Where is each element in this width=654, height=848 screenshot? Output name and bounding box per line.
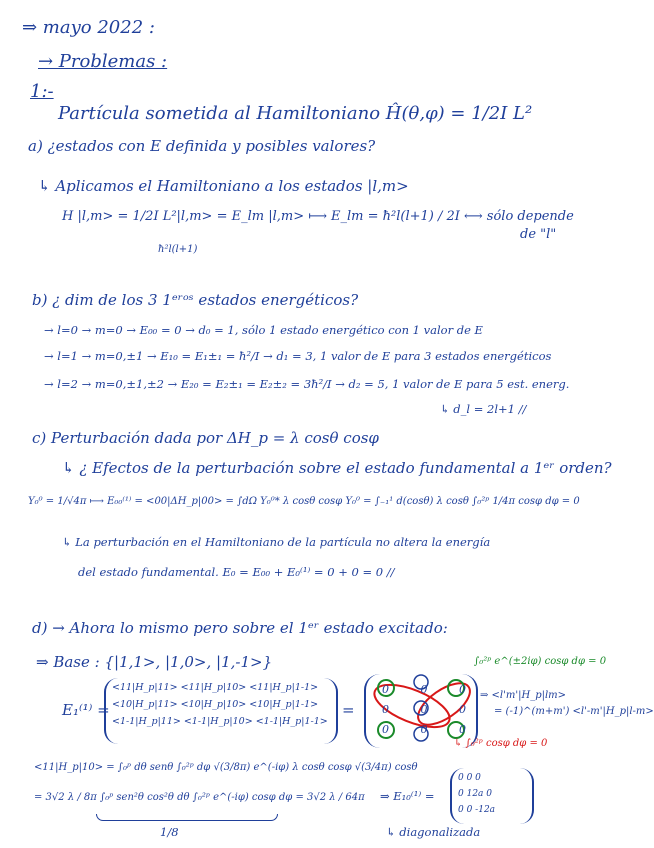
problem-title: Partícula sometida al Hamiltoniano Ĥ(θ,φ) = 1/2I L² xyxy=(58,103,533,124)
part-c-question: c) Perturbación dada por ΔH_p = λ cosθ cosφ xyxy=(32,429,379,447)
zero-matrix-row-3: 0 0 0 xyxy=(382,723,480,736)
part-b-result: ↳ d_l = 2l+1 // xyxy=(440,402,527,416)
problem-number: 1:- xyxy=(30,81,54,102)
part-a-question: a) ¿estados con E definida y posibles valores? xyxy=(28,137,376,155)
part-b-line-3: → l=2 → m=0,±1,±2 → E₂₀ = E₂±₁ = E₂±₂ = 3ħ²/I → d₂ = 5, 1 valor de E para 5 est. energ. xyxy=(44,377,570,391)
result-matrix-row-2: 0 12a 0 xyxy=(458,789,492,799)
zero-matrix-row-2: 0 0 0 xyxy=(382,703,480,716)
matrix-equals: = xyxy=(342,701,355,719)
result-label: ⇒ E₁₀⁽¹⁾ = xyxy=(380,789,435,803)
result-matrix-row-1: 0 0 0 xyxy=(458,773,481,783)
result-matrix-row-3: 0 0 -12a xyxy=(458,805,496,815)
zero-matrix-row-1: 0 0 0 xyxy=(382,683,480,696)
part-c-line-2: Y₀⁰ = 1/√4π ⟼ E₀₀⁽¹⁾ = <00|ΔH_p|00> = ∫dΩ Y₀⁰* λ cosθ cosφ Y₀⁰ = ∫₋₁¹ d(cosθ) λ cosθ ∫₀²ᵖ 1/4π cosφ dφ = 0 xyxy=(28,496,580,507)
part-c-line-3: ↳ La perturbación en el Hamiltoniano de la partícula no altera la energía xyxy=(62,535,491,549)
part-b-line-2: → l=1 → m=0,±1 → E₁₀ = E₁±₁ = ħ²/I → d₁ = 3, 1 valor de E para 3 estados energéticos xyxy=(44,349,552,363)
part-c-line-4: del estado fundamental. E₀ = E₀₀ + E₀⁽¹⁾ = 0 + 0 = 0 // xyxy=(78,565,395,579)
part-a-step-1: ↳ Aplicamos el Hamiltoniano a los estados |l,m> xyxy=(38,177,409,195)
part-a-equation: H |l,m> = 1/2I L²|l,m> = E_lm |l,m> ⟼ E_lm = ħ²l(l+1) / 2I ⟷ sólo depende xyxy=(62,209,574,224)
matrix-row-1: <11|H_p|11> <11|H_p|10> <11|H_p|1-1> xyxy=(112,682,319,693)
part-c-line-1: ↳ ¿ Efectos de la perturbación sobre el estado fundamental a 1ᵉʳ orden? xyxy=(62,459,612,477)
calc-line-1: <11|H_p|10> = ∫₀ᵖ dθ senθ ∫₀²ᵖ dφ √(3/8π) e^(-iφ) λ cosθ cosφ √(3/4π) cosθ xyxy=(34,762,418,773)
part-b-question: b) ¿ dim de los 3 1ᵉʳᵒˢ estados energéticos? xyxy=(32,291,359,309)
diagonalized-note: ↳ diagonalizada xyxy=(386,825,481,839)
matrix-row-2: <10|H_p|11> <10|H_p|10> <10|H_p|1-1> xyxy=(112,699,319,710)
matrix-row-3: <1-1|H_p|11> <1-1|H_p|10> <1-1|H_p|1-1> xyxy=(112,716,328,727)
matrix-label: E₁⁽¹⁾ = xyxy=(62,701,110,719)
part-d-question: d) → Ahora lo mismo pero sobre el 1ᵉʳ estado excitado: xyxy=(32,619,448,637)
part-d-base: ⇒ Base : {|1,1>, |1,0>, |1,-1>} xyxy=(36,653,273,671)
date-heading: ⇒ mayo 2022 : xyxy=(22,17,155,38)
calc-line-2: = 3√2 λ / 8π ∫₀ᵖ sen²θ cos²θ dθ ∫₀²ᵖ e^(-iφ) cosφ dφ = 3√2 λ / 64π xyxy=(34,792,365,803)
section-heading: → Problemas : xyxy=(38,51,168,72)
part-a-underbrace: ħ²l(l+1) xyxy=(158,244,198,255)
symmetry-note-2: = (-1)^(m+m') <l'-m'|H_p|l-m> xyxy=(494,706,654,717)
part-b-line-1: → l=0 → m=0 → E₀₀ = 0 → d₀ = 1, sólo 1 estado energético con 1 valor de E xyxy=(44,323,483,337)
red-annotation: ↳ ∫₀²ᵖ cosφ dφ = 0 xyxy=(454,738,548,749)
calc-underbrace xyxy=(96,814,278,821)
part-a-note: de "l" xyxy=(520,227,557,242)
symmetry-note-1: ⇒ <l'm'|H_p|lm> xyxy=(480,690,567,701)
green-annotation: ∫₀²ᵖ e^(±2iφ) cosφ dφ = 0 xyxy=(474,656,607,667)
calc-underbrace-value: 1/8 xyxy=(160,825,179,839)
